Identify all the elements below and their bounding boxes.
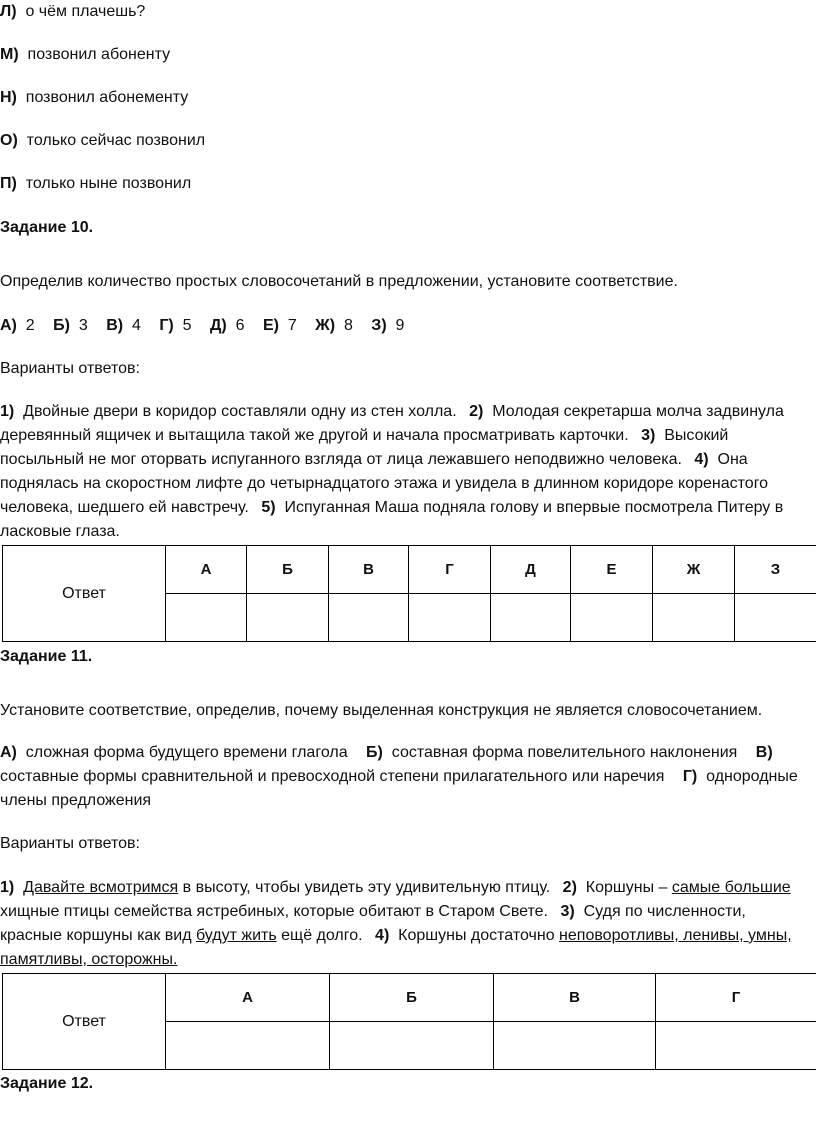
answer-cell-d[interactable] <box>491 594 571 642</box>
answer-header-b: Б <box>247 546 329 594</box>
answer-cell-b[interactable] <box>247 594 329 642</box>
task10-answer-table <box>2 545 816 642</box>
answer-header-a: А <box>166 546 247 594</box>
answer-cell-v[interactable] <box>329 594 409 642</box>
answer-cell-z[interactable] <box>735 594 816 642</box>
task10-variants-label: Варианты ответов: <box>0 360 140 377</box>
task11-sentences: 1) Давайте всмотримся в высоту, чтобы увидеть эту удивительную птицу. 2) Коршуны – самые большие хищные птицы семейства ястребиных, которые обитают в Старом Свете. 3) Судя по численности, красные коршуны как вид будут жить ещё долго. 4) Коршуны достаточно неповоротливы, ленивы, умны, памятливы, осторожны. <box>0 879 792 968</box>
underlined-construction-3: будут жить <box>195 927 277 944</box>
task10-instruction: Определив количество простых словосочетаний в предложении, установите соответствие. <box>0 273 678 290</box>
underlined-construction-4: неповоротливы, ленивы, умны, памятливы, осторожны. <box>0 927 792 968</box>
task11-instruction: Установите соответствие, определив, почему выделенная конструкция не является словосочетанием. <box>0 702 763 719</box>
answer-cell-v[interactable] <box>494 1022 656 1070</box>
answer-cell-a[interactable] <box>166 1022 330 1070</box>
answer-cell-a[interactable] <box>166 594 247 642</box>
answer-header-g: Г <box>409 546 491 594</box>
answer-cell-e[interactable] <box>571 594 653 642</box>
task11-title: Задание 11. <box>0 648 93 665</box>
task10-sentences: 1) Двойные двери в коридор составляли одну из стен холла. 2) Молодая секретарша молча задвинула деревянный ящичек и вытащила такой же другой и начала просматривать карточки. 3) Высокий посыльный не мог оторвать испуганного взгляда от лица лежавшего неподвижно человека. 4) Она поднялась на скоростном лифте до четырнадцатого этажа и увидела в длинном коридоре коренастого человека, шедшего ей навстречу. 5) Испуганная Маша подняла голову и впервые посмотрела Питеру в ласковые глаза. <box>0 403 784 540</box>
answer-label: Ответ <box>3 974 166 1070</box>
underlined-construction-2: самые большие <box>671 879 791 896</box>
answer-cell-g[interactable] <box>656 1022 816 1070</box>
task12-title: Задание 12. <box>0 1075 94 1092</box>
option-m: М) позвонил абоненту <box>0 46 171 63</box>
answer-header-v: В <box>329 546 409 594</box>
option-n: Н) позвонил абонементу <box>0 89 189 106</box>
answer-header-g: Г <box>656 974 816 1022</box>
task11-variants-label: Варианты ответов: <box>0 835 140 852</box>
answer-header-z: З <box>735 546 816 594</box>
answer-cell-b[interactable] <box>330 1022 494 1070</box>
answer-header-b: Б <box>330 974 494 1022</box>
answer-header-a: А <box>166 974 330 1022</box>
task10-title: Задание 10. <box>0 219 94 236</box>
answer-cell-zh[interactable] <box>653 594 735 642</box>
underlined-construction-1: Давайте всмотримся <box>23 879 179 896</box>
option-o: О) только сейчас позвонил <box>0 132 206 149</box>
answer-header-zh: Ж <box>653 546 735 594</box>
answer-header-e: Е <box>571 546 653 594</box>
option-p: П) только ныне позвонил <box>0 175 192 192</box>
task11-choices: А) сложная форма будущего времени глагола Б) составная форма повелительного наклонения В) составные формы сравнительной и превосходной степени прилагательного или наречия Г) однородные члены предложения <box>0 744 798 809</box>
task10-choices: А) 2 Б) 3 В) 4 Г) 5 Д) 6 Е) 7 Ж) 8 З) 9 <box>0 317 405 334</box>
answer-label: Ответ <box>3 546 166 642</box>
answer-cell-g[interactable] <box>409 594 491 642</box>
answer-header-d: Д <box>491 546 571 594</box>
option-l: Л) о чём плачешь? <box>0 3 146 20</box>
answer-header-v: В <box>494 974 656 1022</box>
task11-answer-table <box>2 973 816 1070</box>
